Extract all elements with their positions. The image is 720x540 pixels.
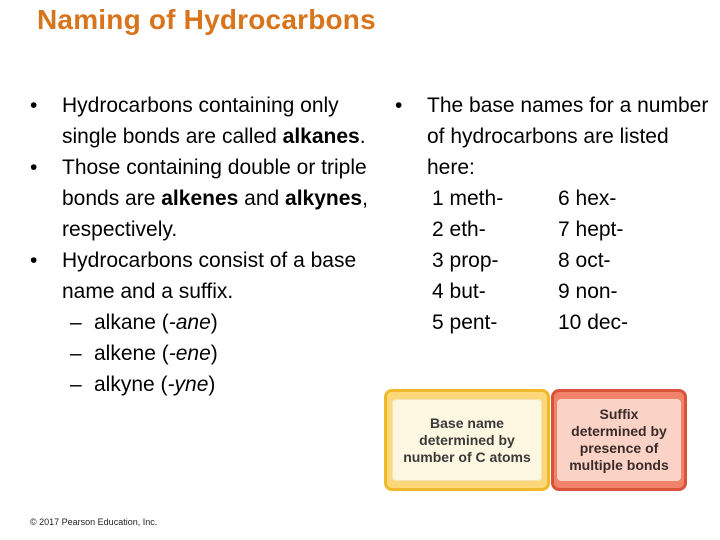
dash: –: [70, 311, 82, 334]
suffix-box-text: Suffix determined by presence of multiple bonds: [569, 406, 669, 473]
bullet-text: Hydrocarbons consist of a base name and a suffix.: [62, 249, 357, 303]
base-name: 5 pent-: [432, 311, 498, 334]
base-name: 3 prop-: [432, 249, 499, 272]
sub-alkyne: [30, 369, 370, 400]
base-name: 9 non-: [558, 280, 618, 303]
base-name: 10 dec-: [558, 311, 629, 334]
base-names-table: [432, 183, 628, 338]
bullet-base-suffix: [30, 245, 370, 307]
base-name: 6 hex-: [558, 187, 617, 210]
suffix-ane: -ane: [168, 311, 211, 334]
sub-text: ): [208, 373, 216, 396]
slide-title: Naming of Hydrocarbons: [37, 4, 376, 35]
base-name: 7 hept-: [558, 218, 624, 241]
base-names-row: [432, 307, 628, 338]
left-column: [30, 90, 370, 400]
sub-text: alkene (: [94, 342, 169, 365]
bullet-dot: •: [30, 156, 38, 179]
copyright-notice: © 2017 Pearson Education, Inc.: [30, 517, 158, 527]
bullet-text: .: [359, 125, 366, 148]
sub-text: alkane (: [94, 311, 169, 334]
suffix-yne: -yne: [167, 373, 209, 396]
sub-text: ): [210, 342, 218, 365]
base-names-row: [432, 245, 628, 276]
suffix-box: [551, 389, 687, 491]
bullet-text: Hydrocarbons containing only single bonds are called: [62, 94, 339, 148]
sub-text: alkyne (: [94, 373, 168, 396]
sub-text: ): [210, 311, 218, 334]
bullet-alkanes: [30, 90, 370, 152]
right-column: [395, 90, 715, 183]
term-alkenes: alkenes: [161, 187, 239, 210]
dash: –: [70, 373, 82, 396]
sub-alkane: [30, 307, 370, 338]
base-names-row: [432, 183, 628, 214]
base-name-box-inner: [392, 399, 542, 481]
bullet-text: The base names for a number of hydrocarbons are listed here:: [427, 94, 709, 179]
bullet-dot: •: [30, 249, 38, 272]
base-name-box: [384, 389, 550, 491]
base-name: 2 eth-: [432, 218, 486, 241]
base-name: 8 oct-: [558, 249, 611, 272]
bullet-text: Those containing double or triple bonds are: [62, 156, 367, 210]
bullet-text: , respectively.: [62, 187, 368, 241]
bullet-alkenes-alkynes: [30, 152, 370, 245]
term-alkanes: alkanes: [282, 125, 360, 148]
suffix-ene: -ene: [168, 342, 211, 365]
base-names-row: [432, 214, 628, 245]
base-name: 4 but-: [432, 280, 486, 303]
bullet-dot: •: [30, 94, 38, 117]
suffix-box-inner: [557, 399, 681, 481]
base-name: 1 meth-: [432, 187, 504, 210]
sub-alkene: [30, 338, 370, 369]
base-name-box-text: Base name determined by number of C atoms: [403, 414, 531, 465]
dash: –: [70, 342, 82, 365]
term-alkynes: alkynes: [285, 187, 363, 210]
base-names-row: [432, 276, 628, 307]
bullet-base-names: [395, 90, 715, 183]
bullet-dot: •: [395, 94, 403, 117]
bullet-text: and: [238, 187, 286, 210]
